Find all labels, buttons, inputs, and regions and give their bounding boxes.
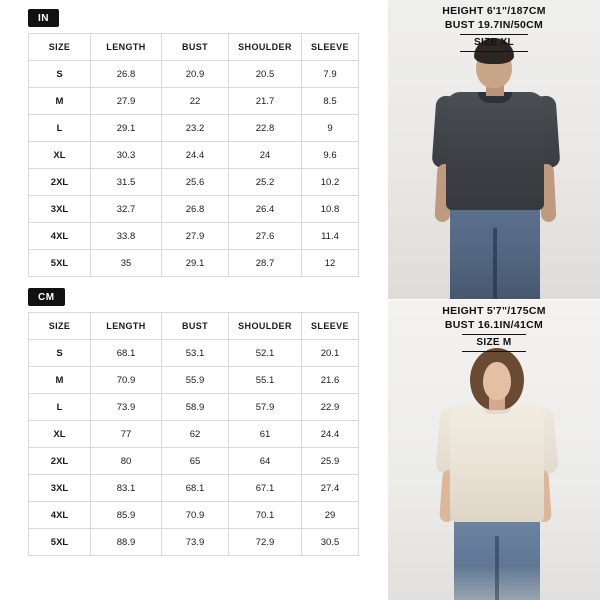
cell-bust: 55.9 bbox=[162, 367, 229, 394]
cell-size: 2XL bbox=[29, 169, 91, 196]
female-measurement-caption bbox=[388, 300, 600, 352]
cell-size: 4XL bbox=[29, 502, 91, 529]
column-header-shoulder: SHOULDER bbox=[229, 34, 302, 61]
cell-shoulder: 52.1 bbox=[229, 340, 302, 367]
cell-length: 73.9 bbox=[91, 394, 162, 421]
male-tshirt bbox=[446, 92, 544, 210]
table-row bbox=[29, 169, 359, 196]
table-row bbox=[29, 88, 359, 115]
male-jeans bbox=[450, 200, 540, 300]
cell-bust: 53.1 bbox=[162, 340, 229, 367]
male-size-label: SIZE XL bbox=[460, 34, 528, 52]
cell-shoulder: 61 bbox=[229, 421, 302, 448]
female-face bbox=[483, 362, 511, 400]
cell-length: 26.8 bbox=[91, 61, 162, 88]
table-row bbox=[29, 421, 359, 448]
table-row bbox=[29, 250, 359, 277]
models-column bbox=[388, 0, 600, 600]
female-tshirt bbox=[450, 404, 544, 522]
cell-bust: 26.8 bbox=[162, 196, 229, 223]
cell-length: 85.9 bbox=[91, 502, 162, 529]
model-photo-male bbox=[388, 0, 600, 300]
cell-shoulder: 28.7 bbox=[229, 250, 302, 277]
cell-size: 3XL bbox=[29, 196, 91, 223]
cell-bust: 73.9 bbox=[162, 529, 229, 556]
cell-shoulder: 57.9 bbox=[229, 394, 302, 421]
cell-bust: 27.9 bbox=[162, 223, 229, 250]
table-header-row bbox=[29, 313, 359, 340]
female-height-label: HEIGHT 5'7"/175CM bbox=[442, 305, 546, 317]
size-table-inches bbox=[28, 33, 359, 277]
cell-sleeve: 10.8 bbox=[302, 196, 359, 223]
table-row bbox=[29, 142, 359, 169]
cell-bust: 65 bbox=[162, 448, 229, 475]
table-row bbox=[29, 340, 359, 367]
cell-bust: 70.9 bbox=[162, 502, 229, 529]
cm-table-block bbox=[28, 287, 378, 556]
cell-sleeve: 12 bbox=[302, 250, 359, 277]
cell-size: 2XL bbox=[29, 448, 91, 475]
male-measurement-caption bbox=[388, 0, 600, 52]
table-row bbox=[29, 448, 359, 475]
unit-badge-in: IN bbox=[28, 9, 59, 27]
column-header-shoulder: SHOULDER bbox=[229, 313, 302, 340]
table-header-row bbox=[29, 34, 359, 61]
column-header-length: LENGTH bbox=[91, 34, 162, 61]
cell-shoulder: 22.8 bbox=[229, 115, 302, 142]
cell-sleeve: 24.4 bbox=[302, 421, 359, 448]
cell-shoulder: 21.7 bbox=[229, 88, 302, 115]
cell-sleeve: 30.5 bbox=[302, 529, 359, 556]
cell-shoulder: 70.1 bbox=[229, 502, 302, 529]
cell-length: 29.1 bbox=[91, 115, 162, 142]
table-row bbox=[29, 475, 359, 502]
cell-size: S bbox=[29, 61, 91, 88]
table-row bbox=[29, 367, 359, 394]
cell-sleeve: 25.9 bbox=[302, 448, 359, 475]
female-size-label: SIZE M bbox=[462, 334, 525, 352]
male-height-label: HEIGHT 6'1"/187CM bbox=[442, 5, 546, 17]
cell-sleeve: 11.4 bbox=[302, 223, 359, 250]
model-photo-female bbox=[388, 300, 600, 600]
cell-size: 5XL bbox=[29, 250, 91, 277]
cell-sleeve: 7.9 bbox=[302, 61, 359, 88]
cell-sleeve: 27.4 bbox=[302, 475, 359, 502]
cell-length: 70.9 bbox=[91, 367, 162, 394]
cell-size: L bbox=[29, 394, 91, 421]
cell-bust: 62 bbox=[162, 421, 229, 448]
table-row bbox=[29, 529, 359, 556]
cell-size: L bbox=[29, 115, 91, 142]
column-header-bust: BUST bbox=[162, 313, 229, 340]
cell-sleeve: 9 bbox=[302, 115, 359, 142]
column-header-length: LENGTH bbox=[91, 313, 162, 340]
cell-size: XL bbox=[29, 142, 91, 169]
cell-size: M bbox=[29, 88, 91, 115]
cell-length: 31.5 bbox=[91, 169, 162, 196]
cell-shoulder: 55.1 bbox=[229, 367, 302, 394]
column-header-size: SIZE bbox=[29, 34, 91, 61]
cell-length: 32.7 bbox=[91, 196, 162, 223]
cell-length: 35 bbox=[91, 250, 162, 277]
column-header-sleeve: SLEEVE bbox=[302, 34, 359, 61]
cell-bust: 23.2 bbox=[162, 115, 229, 142]
table-row bbox=[29, 394, 359, 421]
table-row bbox=[29, 502, 359, 529]
cell-length: 68.1 bbox=[91, 340, 162, 367]
cell-sleeve: 9.6 bbox=[302, 142, 359, 169]
cell-sleeve: 21.6 bbox=[302, 367, 359, 394]
table-row bbox=[29, 61, 359, 88]
cell-size: M bbox=[29, 367, 91, 394]
cell-length: 77 bbox=[91, 421, 162, 448]
cell-bust: 24.4 bbox=[162, 142, 229, 169]
cell-length: 27.9 bbox=[91, 88, 162, 115]
male-bust-label: BUST 19.7IN/50CM bbox=[444, 19, 544, 31]
inches-table-block bbox=[28, 8, 378, 277]
cell-size: XL bbox=[29, 421, 91, 448]
cell-size: 4XL bbox=[29, 223, 91, 250]
cell-shoulder: 25.2 bbox=[229, 169, 302, 196]
cell-bust: 58.9 bbox=[162, 394, 229, 421]
cell-bust: 68.1 bbox=[162, 475, 229, 502]
cell-sleeve: 10.2 bbox=[302, 169, 359, 196]
cell-shoulder: 24 bbox=[229, 142, 302, 169]
cell-sleeve: 20.1 bbox=[302, 340, 359, 367]
cell-length: 33.8 bbox=[91, 223, 162, 250]
cell-size: 5XL bbox=[29, 529, 91, 556]
cell-bust: 20.9 bbox=[162, 61, 229, 88]
cell-length: 88.9 bbox=[91, 529, 162, 556]
cell-bust: 25.6 bbox=[162, 169, 229, 196]
cell-size: S bbox=[29, 340, 91, 367]
column-header-sleeve: SLEEVE bbox=[302, 313, 359, 340]
cell-sleeve: 29 bbox=[302, 502, 359, 529]
unit-badge-cm: CM bbox=[28, 288, 65, 306]
cell-bust: 29.1 bbox=[162, 250, 229, 277]
cell-length: 30.3 bbox=[91, 142, 162, 169]
cell-length: 80 bbox=[91, 448, 162, 475]
cell-shoulder: 67.1 bbox=[229, 475, 302, 502]
column-header-size: SIZE bbox=[29, 313, 91, 340]
cell-shoulder: 72.9 bbox=[229, 529, 302, 556]
cell-shoulder: 26.4 bbox=[229, 196, 302, 223]
cell-shoulder: 20.5 bbox=[229, 61, 302, 88]
table-row bbox=[29, 115, 359, 142]
cell-bust: 22 bbox=[162, 88, 229, 115]
cell-sleeve: 8.5 bbox=[302, 88, 359, 115]
size-table-cm bbox=[28, 312, 359, 556]
cell-shoulder: 64 bbox=[229, 448, 302, 475]
female-bust-label: BUST 16.1IN/41CM bbox=[444, 319, 544, 331]
cell-size: 3XL bbox=[29, 475, 91, 502]
female-jeans bbox=[454, 514, 540, 600]
table-row bbox=[29, 196, 359, 223]
cell-length: 83.1 bbox=[91, 475, 162, 502]
table-row bbox=[29, 223, 359, 250]
cell-sleeve: 22.9 bbox=[302, 394, 359, 421]
column-header-bust: BUST bbox=[162, 34, 229, 61]
cell-shoulder: 27.6 bbox=[229, 223, 302, 250]
